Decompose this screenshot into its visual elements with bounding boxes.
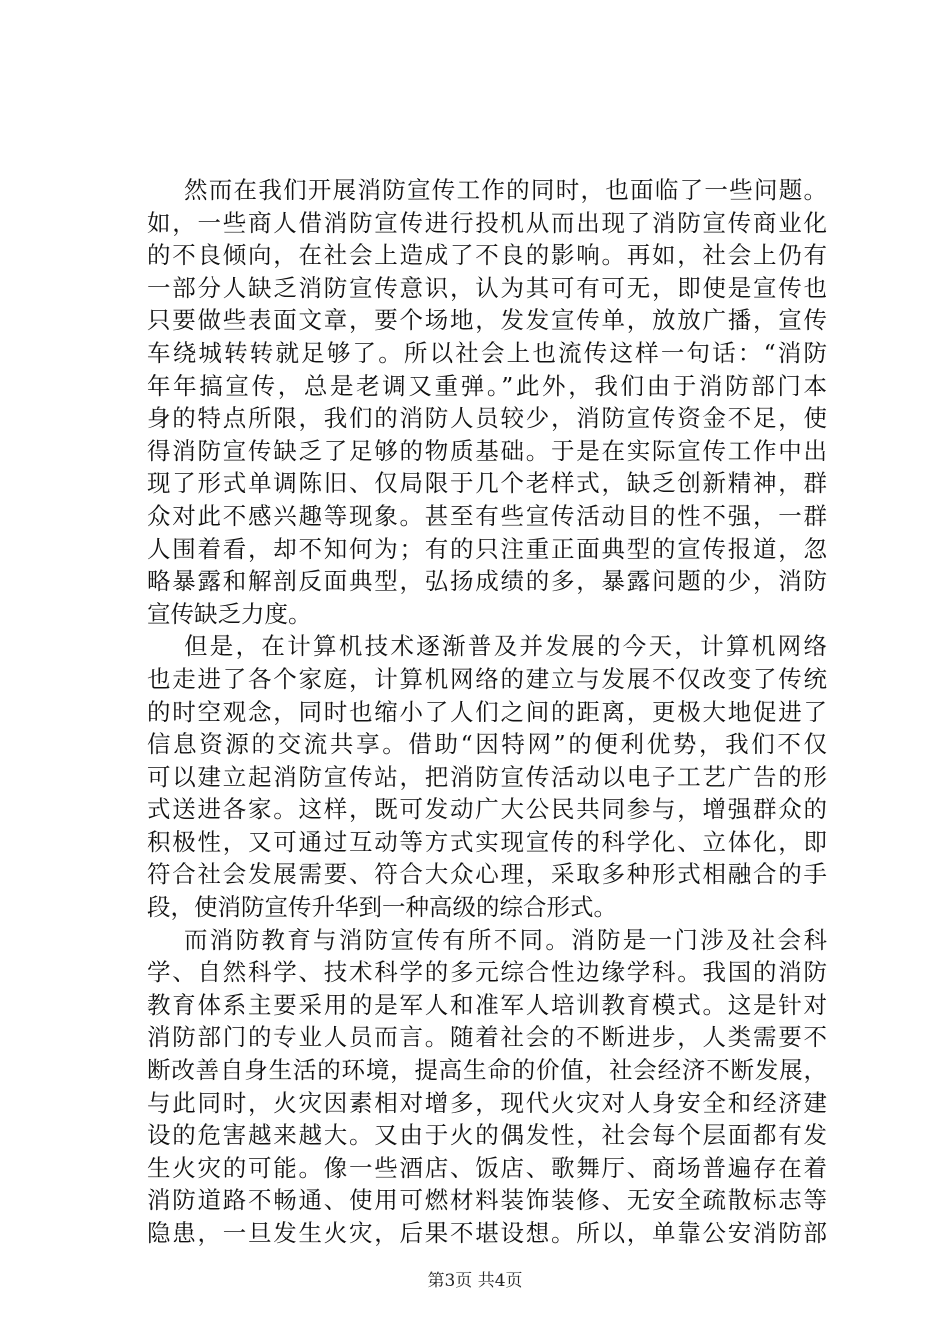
text-line: 人围着看，却不知何为；有的只注重正面典型的宣传报道，忽 — [147, 534, 827, 563]
text-line: 段，使消防宣传升华到一种高级的综合形式。 — [147, 893, 617, 922]
text-line: 教育体系主要采用的是军人和准军人培训教育模式。这是针对 — [147, 990, 827, 1019]
text-line: 宣传缺乏力度。 — [147, 599, 312, 628]
text-line: 略暴露和解剖反面典型，弘扬成绩的多，暴露问题的少，消防 — [147, 567, 827, 596]
text-line: 但是，在计算机技术逐渐普及并发展的今天，计算机网络 — [184, 632, 827, 661]
text-line: 只要做些表面文章，要个场地，发发宣传单，放放广播，宣传 — [147, 306, 827, 335]
text-line: 也走进了各个家庭，计算机网络的建立与发展不仅改变了传统 — [147, 664, 827, 693]
text-line: 信息资源的交流共享。借助“因特网”的便利优势，我们不仅 — [147, 730, 827, 759]
text-line: 一部分人缺乏消防宣传意识，认为其可有可无，即使是宣传也 — [147, 273, 827, 302]
text-line: 的不良倾向，在社会上造成了不良的影响。再如，社会上仍有 — [147, 241, 827, 270]
text-line: 的时空观念，同时也缩小了人们之间的距离，更极大地促进了 — [147, 697, 827, 726]
text-line: 学、自然科学、技术科学的多元综合性边缘学科。我国的消防 — [147, 958, 827, 987]
text-line: 车绕城转转就足够了。所以社会上也流传这样一句话：“消防 — [147, 338, 827, 367]
text-line: 可以建立起消防宣传站，把消防宣传活动以电子工艺广告的形 — [147, 762, 827, 791]
text-line: 得消防宣传缺乏了足够的物质基础。于是在实际宣传工作中出 — [147, 436, 827, 465]
text-line: 消防部门的专业人员而言。随着社会的不断进步，人类需要不 — [147, 1023, 827, 1052]
text-line: 设的危害越来越大。又由于火的偶发性，社会每个层面都有发 — [147, 1121, 827, 1150]
text-line: 消防道路不畅通、使用可燃材料装饰装修、无安全疏散标志等 — [147, 1186, 827, 1215]
text-line: 众对此不感兴趣等现象。甚至有些宣传活动目的性不强，一群 — [147, 501, 827, 530]
text-line: 积极性，又可通过互动等方式实现宣传的科学化、立体化，即 — [147, 827, 827, 856]
text-line: 身的特点所限，我们的消防人员较少，消防宣传资金不足，使 — [147, 404, 827, 433]
text-line: 如，一些商人借消防宣传进行投机从而出现了消防宣传商业化 — [147, 208, 827, 237]
document-body — [147, 174, 827, 1250]
text-line: 符合社会发展需要、符合大众心理，采取多种形式相融合的手 — [147, 860, 827, 889]
text-line: 隐患，一旦发生火灾，后果不堪设想。所以，单靠公安消防部 — [147, 1219, 827, 1247]
text-line: 断改善自身生活的环境，提高生命的价值，社会经济不断发展， — [147, 1056, 827, 1085]
text-line: 生火灾的可能。像一些酒店、饭店、歌舞厅、商场普遍存在着 — [147, 1153, 827, 1182]
text-line: 年年搞宣传，总是老调又重弹。”此外，我们由于消防部门本 — [147, 371, 827, 400]
text-line: 然而在我们开展消防宣传工作的同时，也面临了一些问题。 — [184, 176, 827, 204]
text-line: 而消防教育与消防宣传有所不同。消防是一门涉及社会科 — [184, 925, 827, 954]
text-line: 与此同时，火灾因素相对增多，现代火灾对人身安全和经济建 — [147, 1088, 827, 1117]
page-number: 第3页 共4页 — [427, 1271, 523, 1291]
text-line: 式送进各家。这样，既可发动广大公民共同参与，增强群众的 — [147, 795, 827, 824]
text-line: 现了形式单调陈旧、仅局限于几个老样式，缺乏创新精神，群 — [147, 469, 827, 498]
